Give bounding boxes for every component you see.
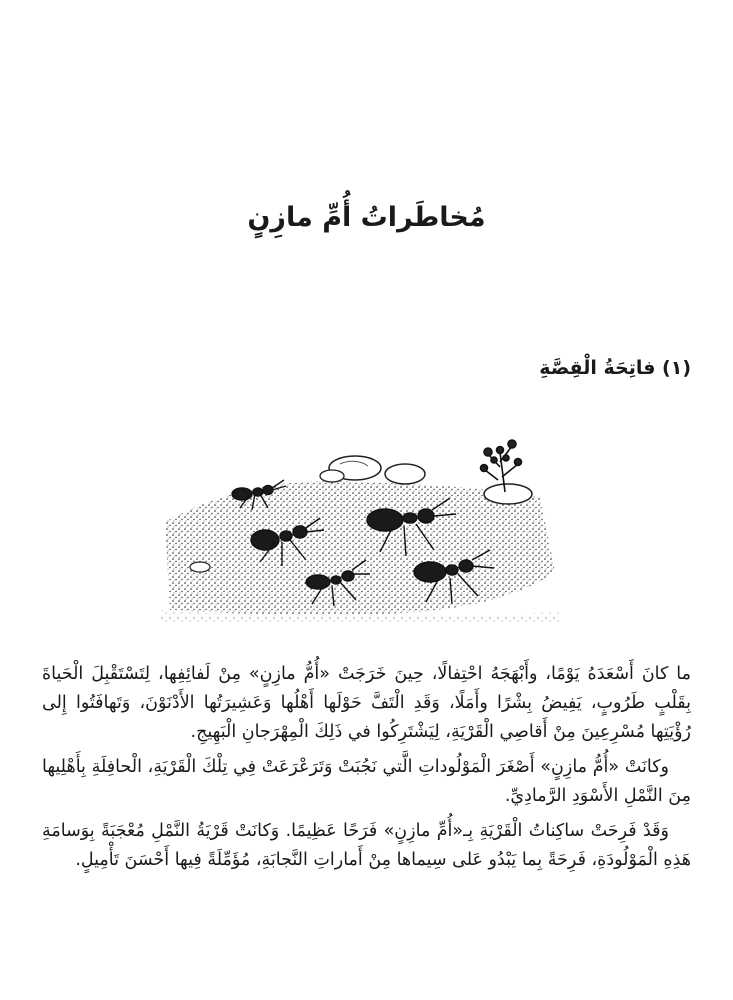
paragraph-2: وكانَتْ «أُمُّ مازِنٍ» أَصْغَرَ الْمَوْلُوداتِ الَّتي نَجُبَتْ وَتَرَعْرَعَتْ فِي تِلْكَ الْقَرْيَةِ، الْحافِلَةِ بِأَهْلِيها مِنَ النَّمْلِ الأَسْوَدِ الرَّمادِيِّ. xyxy=(42,757,691,806)
stone xyxy=(385,464,425,484)
story-body xyxy=(42,660,691,881)
stone xyxy=(484,484,532,504)
paragraph-1: ما كانَ أَسْعَدَهُ يَوْمًا، وأَبْهَجَهُ احْتِفالًا، حِينَ خَرَجَتْ «أُمُّ مازِنٍ» مِنْ لَفائِفِها، لِتَسْتَقْبِلَ الْحَياةَ بِقَلْبٍ طَرُوبٍ، يَفِيضُ بِشْرًا وأَمَلًا، وَقَدِ الْتَفَّ حَوْلَها أَهْلُها وَعَشِيرَتُها الأَدْنَوْنَ، وَتَهافَتُوا إِلى رُؤْيَتِها مُسْرِعِينَ مِنْ أَقاصِي الْقَرْيَةِ، لِيَشْتَرِكُوا في ذَلِكَ الْمِهْرَجانِ الْبَهِيجِ. xyxy=(42,664,691,742)
ants-drawing xyxy=(160,432,560,622)
stone xyxy=(320,470,344,482)
section-heading: (١) فاتِحَةُ الْقِصَّةِ xyxy=(539,357,691,379)
stone xyxy=(190,562,210,572)
paragraph-3: وَقَدْ فَرِحَتْ ساكِناتُ الْقَرْيَةِ بِـ«أُمِّ مازِنٍ» فَرَحًا عَظِيمًا. وَكانَتْ قَرْيَةُ النَّمْلِ مُعْجَبَةً بِوَسامَةِ هَذِهِ الْمَوْلُودَةِ، فَرِحَةً بِما يَبْدُو عَلى سِيماها مِنْ أَماراتِ النَّجابَةِ، مُؤَمِّلَةً فِيها أَحْسَنَ تَأْمِيلٍ. xyxy=(42,821,691,870)
page-title: مُخاطَراتُ أُمِّ مازِنٍ xyxy=(247,202,486,233)
ants-illustration xyxy=(160,432,560,622)
